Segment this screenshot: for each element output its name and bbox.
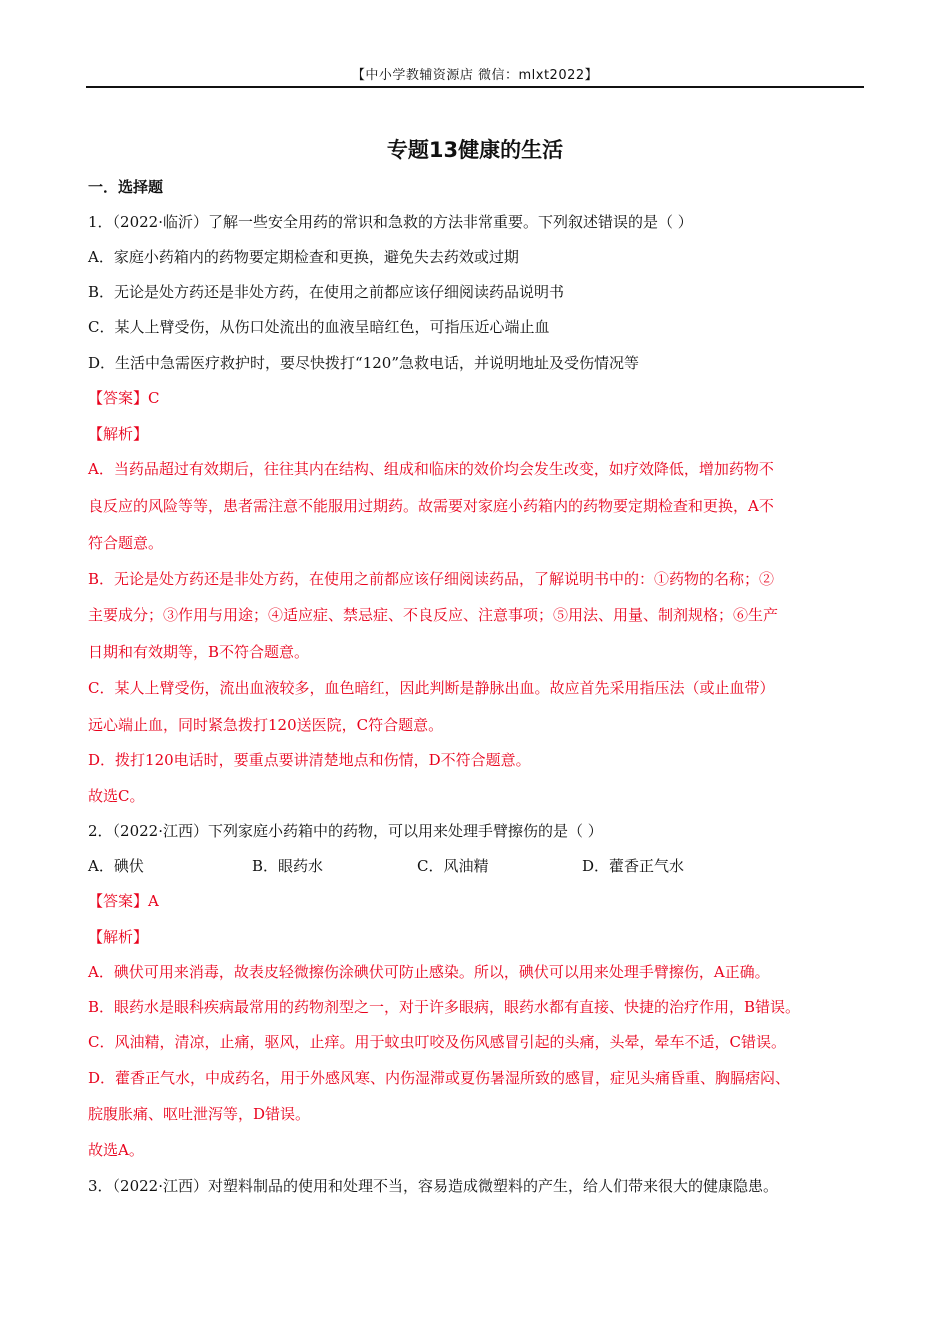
q2-analysis-line: D．藿香正气水，中成药名，用于外感风寒、内伤湿滞或夏伤暑湿所致的感冒，症见头痛昏重、胸膈痞闷、 xyxy=(88,1069,791,1087)
q1-option-c: C．某人上臂受伤，从伤口处流出的血液呈暗红色，可指压近心端止血 xyxy=(88,318,550,336)
q2-analysis-line: C．风油精，清凉，止痛，驱风，止痒。用于蚊虫叮咬及伤风感冒引起的头痛，头晕，晕车不适，C错误。 xyxy=(88,1033,786,1051)
q2-analysis-line: B．眼药水是眼科疾病最常用的药物剂型之一，对于许多眼病，眼药水都有直接、快捷的治疗作用，B错误。 xyxy=(88,998,801,1016)
q3-stem: 3．（2022·江西）对塑料制品的使用和处理不当，容易造成微塑料的产生，给人们带来很大的健康隐患。 xyxy=(88,1177,778,1195)
q1-option-b: B．无论是处方药还是非处方药，在使用之前都应该仔细阅读药品说明书 xyxy=(88,283,565,301)
q1-analysis-line: 日期和有效期等，B不符合题意。 xyxy=(88,643,310,661)
q2-option-b: B．眼药水 xyxy=(252,857,324,875)
q2-option-d: D．藿香正气水 xyxy=(582,857,685,875)
page-title: 专题13健康的生活 xyxy=(386,138,564,162)
q1-analysis-line: A．当药品超过有效期后，往往其内在结构、组成和临床的效价均会发生改变，如疗效降低，增加药物不 xyxy=(88,460,774,478)
q1-option-a: A．家庭小药箱内的药物要定期检查和更换，避免失去药效或过期 xyxy=(88,248,519,266)
section-heading: 一．选择题 xyxy=(88,178,164,196)
q2-analysis-label: 【解析】 xyxy=(88,928,149,946)
q1-option-d: D．生活中急需医疗救护时，要尽快拨打“120”急救电话，并说明地址及受伤情况等 xyxy=(88,354,639,372)
q1-answer: 【答案】C xyxy=(88,389,160,407)
q2-stem: 2．（2022·江西）下列家庭小药箱中的药物，可以用来处理手臂擦伤的是（ ） xyxy=(88,822,603,840)
page-header: 【中小学教辅资源店 微信：mlxt2022】 xyxy=(351,68,599,83)
q2-answer: 【答案】A xyxy=(88,892,159,910)
q1-analysis-line: B．无论是处方药还是非处方药，在使用之前都应该仔细阅读药品，了解说明书中的：①药物的名称；② xyxy=(88,570,775,588)
header-divider xyxy=(86,86,864,88)
q2-option-a: A．碘伏 xyxy=(88,857,144,875)
q1-analysis-line: C．某人上臂受伤，流出血液较多，血色暗红，因此判断是静脉出血。故应首先采用指压法（或止血带） xyxy=(88,679,775,697)
q1-stem: 1．（2022·临沂）了解一些安全用药的常识和急救的方法非常重要。下列叙述错误的是（ ） xyxy=(88,213,693,231)
q1-analysis-line: 主要成分；③作用与用途；④适应症、禁忌症、不良反应、注意事项；⑤用法、用量、制剂规格；⑥生产 xyxy=(88,606,779,624)
q2-conclusion: 故选A。 xyxy=(88,1141,144,1159)
q1-analysis-label: 【解析】 xyxy=(88,425,149,443)
q2-analysis-line: A．碘伏可用来消毒，故表皮轻微擦伤涂碘伏可防止感染。所以，碘伏可以用来处理手臂擦伤，A正确。 xyxy=(88,963,770,981)
q1-analysis-line: 符合题意。 xyxy=(88,534,164,552)
q1-analysis-line: D．拨打120电话时，要重点要讲清楚地点和伤情，D不符合题意。 xyxy=(88,751,531,769)
q2-analysis-line: 脘腹胀痛、呕吐泄泻等，D错误。 xyxy=(88,1105,311,1123)
q1-analysis-line: 良反应的风险等等，患者需注意不能服用过期药。故需要对家庭小药箱内的药物要定期检查和更换，A不 xyxy=(88,497,774,515)
q1-analysis-line: 远心端止血，同时紧急拨打120送医院，C符合题意。 xyxy=(88,716,444,734)
q2-option-c: C．风油精 xyxy=(417,857,489,875)
q1-conclusion: 故选C。 xyxy=(88,787,145,805)
